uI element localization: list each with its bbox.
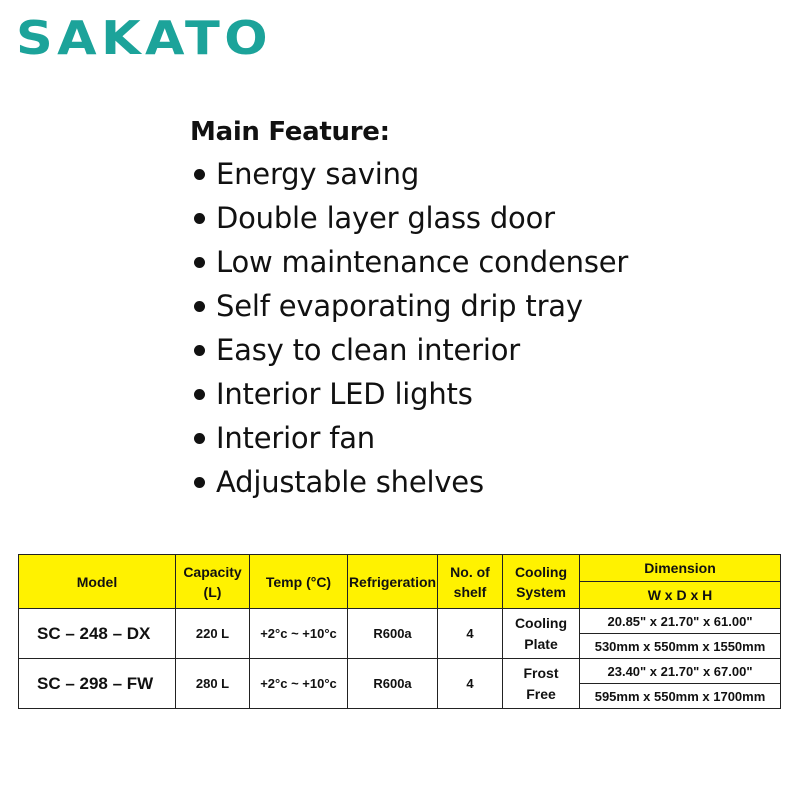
feature-item [190, 284, 750, 328]
header-model: Model [19, 555, 176, 609]
main-features [190, 112, 750, 504]
cell-temp: +2°c ~ +10°c [250, 659, 348, 709]
cell-model: SC – 298 – FW [19, 659, 176, 709]
bullet-icon [194, 389, 205, 400]
feature-text: Interior LED lights [216, 377, 473, 411]
feature-item [190, 152, 750, 196]
header-row [19, 555, 781, 582]
table-row [19, 659, 781, 684]
cell-model: SC – 248 – DX [19, 609, 176, 659]
cooling-line-2: Free [526, 685, 556, 702]
sakato-logo-mark [14, 8, 276, 64]
bullet-icon [194, 213, 205, 224]
table-row [19, 609, 781, 634]
header-temp: Temp (°C) [250, 555, 348, 609]
bullet-icon [194, 169, 205, 180]
cell-cooling [503, 609, 580, 659]
cell-dimension-inch: 23.40" x 21.70" x 67.00" [580, 659, 781, 684]
bullet-icon [194, 345, 205, 356]
cooling-line-2: Plate [524, 635, 558, 652]
cooling-line-1: Frost [523, 664, 559, 681]
feature-text: Adjustable shelves [216, 465, 484, 499]
cooling-line-1: Cooling [514, 614, 568, 631]
cell-capacity: 220 L [176, 609, 250, 659]
cell-refrigeration: R600a [348, 659, 438, 709]
cell-cooling [503, 659, 580, 709]
feature-list [190, 152, 750, 504]
feature-text: Interior fan [216, 421, 375, 455]
header-dimension: Dimension [580, 555, 781, 582]
header-refrigeration: Refrigeration [348, 555, 438, 609]
header-shelf: No. of shelf [438, 555, 503, 609]
brand-name: SAKATO [16, 11, 272, 64]
header-cooling: Cooling System [503, 555, 580, 609]
bullet-icon [194, 477, 205, 488]
feature-item [190, 372, 750, 416]
header-dimension-sub: W x D x H [580, 582, 781, 609]
bullet-icon [194, 301, 205, 312]
features-title: Main Feature: [190, 117, 390, 147]
feature-text: Double layer glass door [216, 201, 555, 235]
feature-item [190, 240, 750, 284]
feature-item [190, 328, 750, 372]
feature-item [190, 416, 750, 460]
cell-refrigeration: R600a [348, 609, 438, 659]
feature-text: Easy to clean interior [216, 333, 521, 367]
spec-table [18, 554, 781, 709]
header-capacity: Capacity (L) [176, 555, 250, 609]
feature-text: Low maintenance condenser [216, 245, 629, 279]
feature-item [190, 460, 750, 504]
feature-text: Energy saving [216, 157, 420, 191]
cell-shelf: 4 [438, 659, 503, 709]
cell-capacity: 280 L [176, 659, 250, 709]
bullet-icon [194, 433, 205, 444]
brand-logo [14, 8, 276, 64]
feature-text: Self evaporating drip tray [216, 289, 583, 323]
cell-dimension-inch: 20.85" x 21.70" x 61.00" [580, 609, 781, 634]
feature-item [190, 196, 750, 240]
cell-temp: +2°c ~ +10°c [250, 609, 348, 659]
cell-dimension-mm: 530mm x 550mm x 1550mm [580, 634, 781, 659]
bullet-icon [194, 257, 205, 268]
cell-shelf: 4 [438, 609, 503, 659]
cell-dimension-mm: 595mm x 550mm x 1700mm [580, 684, 781, 709]
